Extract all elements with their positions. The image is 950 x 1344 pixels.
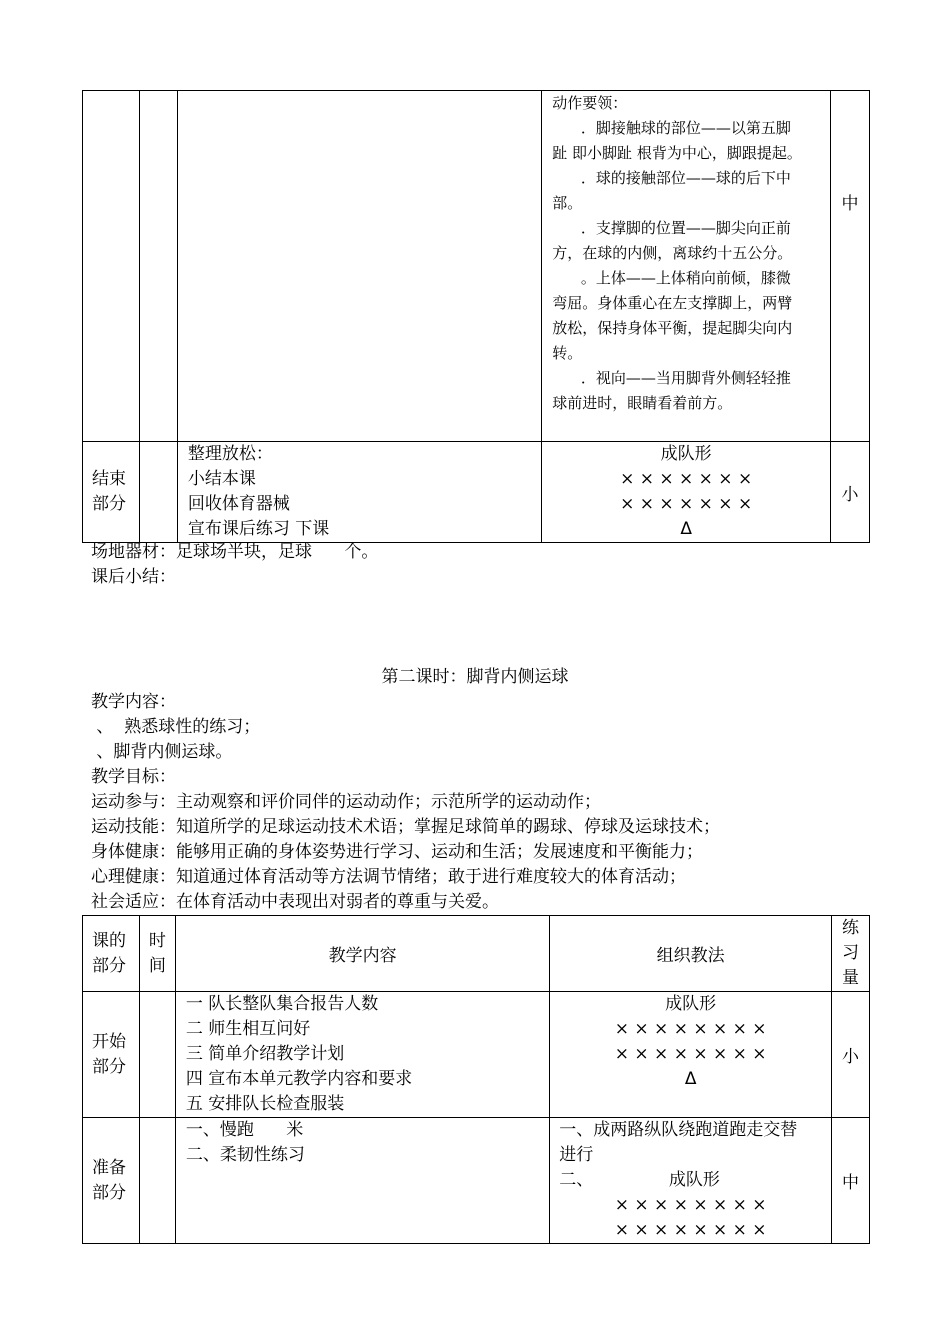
method-cell-start-formation — [550, 992, 832, 1118]
amount-cell: 中 — [831, 91, 870, 442]
amount-cell: 小 — [832, 992, 870, 1118]
content-cell-empty — [177, 91, 541, 442]
formation-label: 成队形 — [660, 444, 712, 464]
amount-cell: 小 — [831, 442, 870, 543]
goal-item: 运动技能：知道所学的足球运动技术术语；掌握足球简单的踢球、停球及运球技术； — [91, 817, 720, 837]
lesson2-table — [82, 915, 870, 1244]
formation-cross-row: × × × × × × × × — [614, 1019, 767, 1039]
method-cell-ending-formation — [542, 442, 831, 543]
time-cell-empty — [139, 442, 177, 543]
key-points-line: ．脚接触球的部位——以第五脚 — [552, 119, 791, 137]
time-cell-empty — [139, 1118, 175, 1244]
content-cell-warmup: 一、慢跑 米 二、柔韧性练习 — [175, 1118, 549, 1244]
formation-cross-row: × × × × × × × × — [614, 1220, 767, 1240]
time-cell-empty — [139, 91, 177, 442]
teacher-triangle: Δ — [684, 1069, 697, 1089]
key-points-line: 。上体——上体稍向前倾，膝微 — [552, 269, 791, 287]
key-points-line: 转。 — [552, 344, 583, 362]
header-content: 教学内容 — [175, 916, 549, 992]
formation-label: 成队形 — [665, 994, 717, 1014]
key-points-line: ．支撑脚的位置——脚尖向正前 — [552, 219, 791, 237]
method-cell-key-points — [542, 91, 831, 442]
header-part: 课的 部分 — [83, 916, 140, 992]
goal-item: 身体健康：能够用正确的身体姿势进行学习、运动和生活；发展速度和平衡能力； — [91, 842, 703, 862]
key-points-line: 趾 即小脚趾 根背为中心，脚跟提起。 — [552, 144, 802, 162]
part-cell-start: 开始 部分 — [83, 992, 140, 1118]
formation-cross-row: × × × × × × × × — [614, 1044, 767, 1064]
formation-label: 二、 成队形 — [559, 1170, 720, 1190]
after-class-summary: 课后小结： — [91, 567, 176, 587]
part-cell-empty — [83, 91, 140, 442]
key-points-line: ．球的接触部位——球的后下中 — [552, 169, 791, 187]
key-points-line: ．视向——当用脚背外侧轻轻推 — [552, 369, 791, 387]
goal-item: 运动参与：主动观察和评价同伴的运动动作；示范所学的运动动作； — [91, 792, 601, 812]
part-cell-warmup: 准备 部分 — [83, 1118, 140, 1244]
formation-cross-row: × × × × × × × — [620, 469, 753, 489]
goal-item: 心理健康：知道通过体育活动等方法调节情绪；敢于进行难度较大的体育活动； — [91, 867, 686, 887]
header-time: 时 间 — [139, 916, 175, 992]
header-method: 组织教法 — [550, 916, 832, 992]
lesson2-title: 第二课时：脚背内侧运球 — [381, 667, 569, 687]
key-points-line: 球前进时，眼睛看着前方。 — [552, 394, 733, 412]
key-points-line: 弯屈。身体重心在左支撑脚上，两臂 — [552, 294, 793, 312]
part-cell-ending: 结束 部分 — [83, 442, 140, 543]
content-cell-start: 一 队长整队集合报告人数 二 师生相互问好 三 简单介绍教学计划 四 宣布本单元教学内容和要求 五 安排队长检查服装 — [175, 992, 549, 1118]
method-cell-warmup: 一、成两路纵队绕跑道跑走交替 进行 二、 成队形 × × × × × × × × × × × × × × × × — [550, 1118, 832, 1244]
key-points-line: 动作要领： — [552, 94, 628, 112]
content-heading: 教学内容： — [91, 692, 176, 712]
key-points-line: 部。 — [552, 194, 583, 212]
formation-cross-row: × × × × × × × — [620, 494, 753, 514]
key-points-line: 放松，保持身体平衡，提起脚尖向内 — [552, 319, 793, 337]
content-item: 、脚背内侧运球。 — [91, 742, 233, 762]
goal-item: 社会适应：在体育活动中表现出对弱者的尊重与关爱。 — [91, 892, 499, 912]
content-item: 、 熟悉球性的练习； — [91, 717, 261, 737]
goals-heading: 教学目标： — [91, 767, 176, 787]
time-cell-empty — [139, 992, 175, 1118]
header-amount: 练 习 量 — [832, 916, 870, 992]
formation-cross-row: × × × × × × × × — [614, 1195, 767, 1215]
key-points-line: 方，在球的内侧，离球约十五公分。 — [552, 244, 793, 262]
venue-equipment: 场地器材：足球场半块，足球 个。 — [91, 542, 379, 562]
content-cell-ending: 整理放松： 小结本课 回收体育器械 宣布课后练习 下课 — [177, 442, 541, 543]
amount-cell: 中 — [832, 1118, 870, 1244]
lesson1-table-continued — [82, 90, 870, 543]
teacher-triangle: Δ — [680, 519, 692, 539]
